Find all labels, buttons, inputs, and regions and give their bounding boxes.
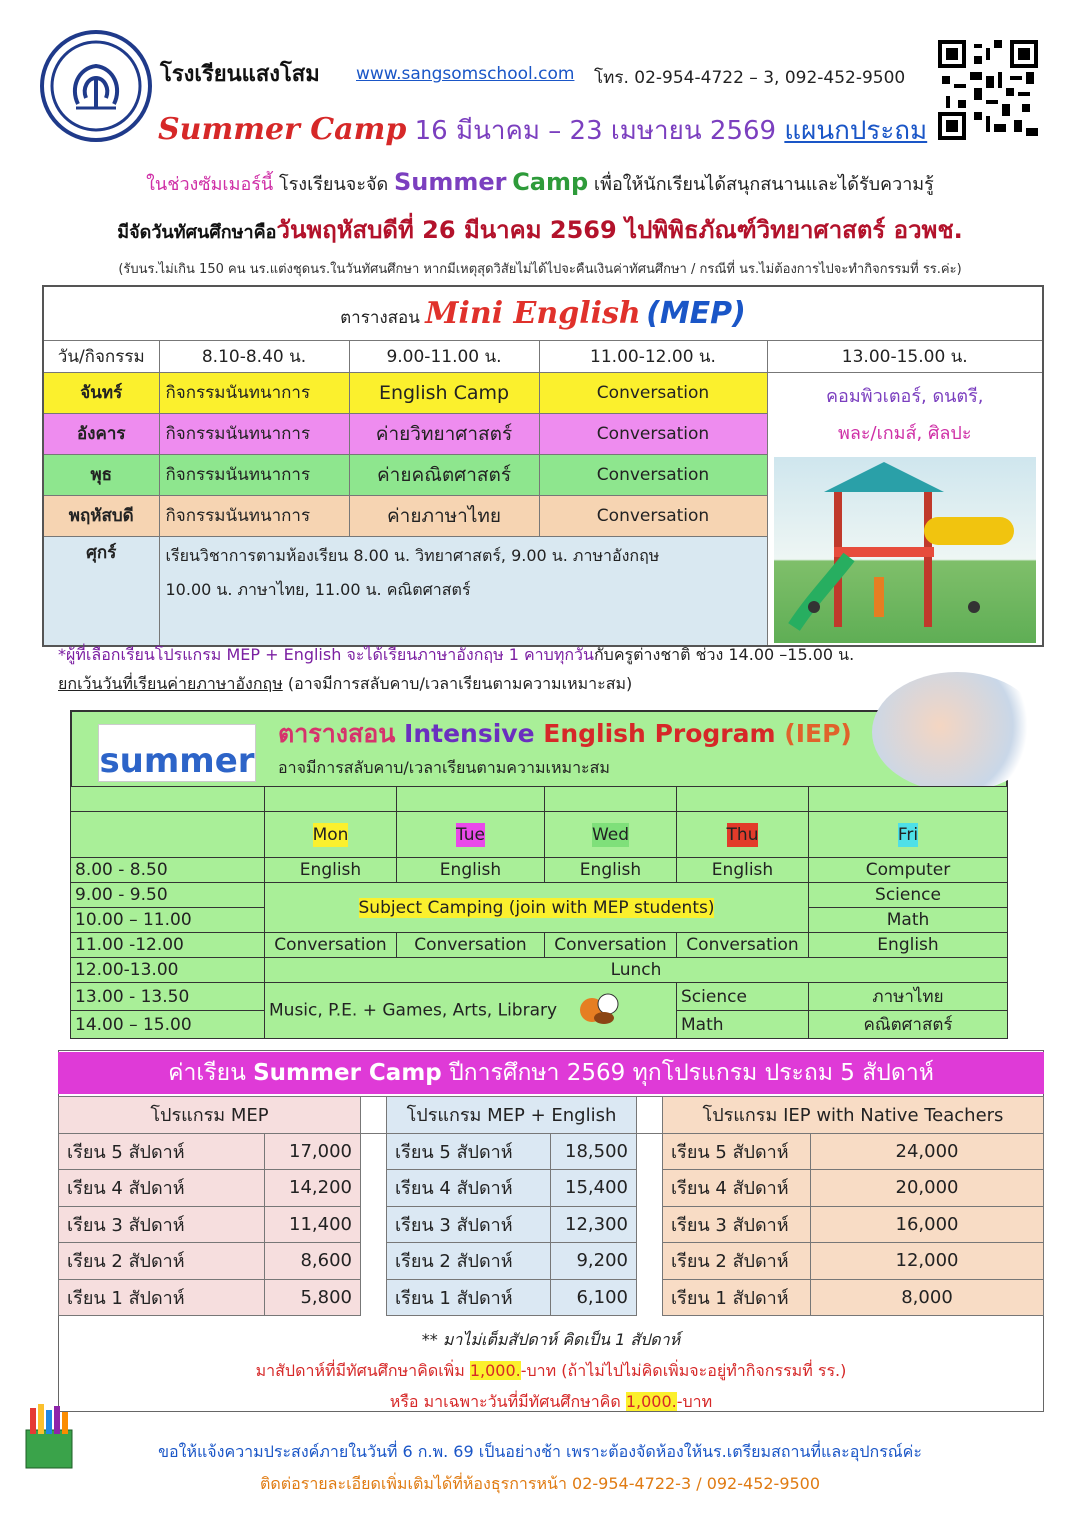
fee-label: เรียน 2 สัปดาห์	[663, 1243, 811, 1280]
fee-program-iep: โปรแกรม IEP with Native Teachers	[663, 1097, 1044, 1134]
sports-balls-icon	[576, 990, 624, 1031]
iep-time: 13.00 - 13.50	[71, 983, 265, 1011]
mep-cell: ค่ายภาษาไทย	[349, 495, 539, 536]
fee-row	[59, 1279, 1044, 1316]
fee-banner-prefix: ค่าเรียน	[168, 1060, 246, 1086]
mep-afternoon-cell	[767, 372, 1043, 646]
fee-note2a: มาสัปดาห์ที่มีทัศนศึกษาคิดเพิ่ม	[255, 1361, 465, 1380]
iep-day-wed: Wed	[591, 824, 630, 845]
intro-line	[0, 168, 1080, 198]
school-name: โรงเรียนแสงโสม	[160, 62, 320, 87]
mep-note-line1b: กับครูต่างชาติ ช่วง 14.00 –15.00 น.	[593, 645, 855, 664]
afternoon-line2: พละ/เกมส์, ศิลปะ	[837, 422, 972, 444]
iep-cell: ภาษาไทย	[809, 983, 1008, 1011]
fee-label: เรียน 1 สัปดาห์	[387, 1279, 551, 1316]
mep-cell: Conversation	[539, 495, 767, 536]
field-trip-note: (รับนร.ไม่เกิน 150 คน นร.แต่งชุดนร.ในวันทัศนศึกษา หากมีเหตุสุดวิสัยไม่ได้ไปจะคืนเงินค่าทัศนศึกษา / กรณีที่ นร.ไม่ต้องการไปจะทำกิจกรรมที่ รร.ค่ะ)	[118, 262, 962, 277]
division-label: แผนกประถม	[784, 116, 928, 146]
iep-day-mon: Mon	[312, 824, 349, 845]
iep-cell: Computer	[809, 858, 1008, 883]
mep-cell: กิจกรรมนันทนาการ	[159, 372, 349, 413]
mep-col-header: วัน/กิจกรรม	[43, 340, 159, 372]
playground-illustration-icon	[774, 457, 1036, 643]
fee-banner	[58, 1052, 1044, 1094]
fee-value: 17,000	[265, 1133, 361, 1170]
iep-subject-camping	[265, 883, 809, 933]
iep-cell: Conversation	[545, 933, 677, 958]
fee-label: เรียน 5 สัปดาห์	[59, 1133, 265, 1170]
phone-numbers: โทร. 02-954-4722 – 3, 092-452-9500	[594, 68, 906, 88]
mep-day: พฤหัสบดี	[43, 495, 159, 536]
summer-camp-wordmark: Summer Camp	[158, 112, 407, 147]
mep-col-header: 13.00-15.00 น.	[767, 340, 1043, 372]
logo-emblem-icon	[48, 38, 144, 134]
fee-banner-suffix: ปีการศึกษา 2569 ทุกโปรแกรม ประถม 5 สัปดาห์	[449, 1060, 934, 1086]
mep-day: ศุกร์	[43, 536, 159, 646]
fee-label: เรียน 1 สัปดาห์	[59, 1279, 265, 1316]
fee-note2b: -บาท (ถ้าไม่ไปไม่คิดเพิ่มจะอยู่ทำกิจกรรมที่ รร.)	[520, 1361, 847, 1380]
friday-line1: เรียนวิชาการตามห้องเรียน 8.00 น. วิทยาศาสตร์, 9.00 น. ภาษาอังกฤษ	[165, 545, 660, 565]
fee-notes	[58, 1324, 1044, 1417]
fee-value: 12,300	[551, 1206, 637, 1243]
mep-friday-cell	[159, 536, 767, 646]
fee-label: เรียน 3 สัปดาห์	[663, 1206, 811, 1243]
iep-activities	[265, 983, 677, 1039]
fee-note1: ** มาไม่เต็มสัปดาห์ คิดเป็น 1 สัปดาห์	[421, 1330, 681, 1349]
friday-line2: 10.00 น. ภาษาไทย, 11.00 น. คณิตศาสตร์	[165, 579, 471, 599]
intro-part1: ในช่วงซัมเมอร์นี้	[146, 174, 274, 195]
teacher-photo	[872, 672, 1042, 792]
iep-title	[278, 714, 852, 754]
mep-cell: ค่ายคณิตศาสตร์	[349, 454, 539, 495]
iep-cell: English	[265, 858, 397, 883]
intro-camp: Camp	[512, 168, 589, 196]
iep-title-prefix: ตารางสอน	[278, 719, 396, 748]
afternoon-line1: คอมพิวเตอร์, ดนตรี,	[825, 385, 984, 407]
camp-title	[158, 110, 927, 151]
iep-cell: คณิตศาสตร์	[809, 1011, 1008, 1039]
fee-note3-amount: 1,000.	[625, 1392, 677, 1411]
iep-music-label: Music, P.E. + Games, Arts, Library	[269, 1000, 558, 1021]
iep-cell: English	[809, 933, 1008, 958]
fee-value: 18,500	[551, 1133, 637, 1170]
mep-heading-prefix: ตารางสอน	[340, 307, 420, 328]
iep-time: 8.00 - 8.50	[71, 858, 265, 883]
iep-time: 10.00 – 11.00	[71, 908, 265, 933]
iep-cell: Math	[677, 1011, 809, 1039]
fee-label: เรียน 4 สัปดาห์	[59, 1170, 265, 1207]
iep-cell: Science	[677, 983, 809, 1011]
iep-lunch: Lunch	[265, 958, 1008, 983]
fee-row	[59, 1206, 1044, 1243]
mep-cell: Conversation	[539, 454, 767, 495]
field-trip-detail: วันพฤหัสบดีที่ 26 มีนาคม 2569 ไปพิพิธภัณฑ์วิทยาศาสตร์ อวพช.	[276, 216, 963, 244]
iep-cell: Conversation	[677, 933, 809, 958]
iep-day-tue: Tue	[455, 824, 486, 845]
mep-day: พุธ	[43, 454, 159, 495]
mep-english-note	[58, 636, 1028, 694]
fee-row	[59, 1243, 1044, 1280]
intro-part2: โรงเรียนจะจัด	[278, 174, 389, 195]
iep-time: 12.00-13.00	[71, 958, 265, 983]
intro-summer: Summer	[393, 168, 507, 196]
subject-camping-label: Subject Camping (join with MEP students)	[358, 897, 715, 918]
iep-title-intensive: Intensive	[404, 719, 535, 748]
fee-note3b: -บาท	[676, 1392, 713, 1411]
fee-label: เรียน 2 สัปดาห์	[59, 1243, 265, 1280]
fee-label: เรียน 1 สัปดาห์	[663, 1279, 811, 1316]
iep-cell: Conversation	[397, 933, 545, 958]
mep-cell: กิจกรรมนันทนาการ	[159, 495, 349, 536]
iep-day-thu: Thu	[726, 824, 759, 845]
camp-dates: 16 มีนาคม – 23 เมษายน 2569	[414, 116, 777, 146]
mep-cell: กิจกรรมนันทนาการ	[159, 454, 349, 495]
fee-value: 12,000	[811, 1243, 1044, 1280]
fee-value: 14,200	[265, 1170, 361, 1207]
iep-cell: English	[545, 858, 677, 883]
summer-badge: summer	[98, 724, 256, 782]
iep-cell: English	[397, 858, 545, 883]
iep-schedule-table	[70, 786, 1008, 1039]
fee-value: 15,400	[551, 1170, 637, 1207]
fee-banner-bold: Summer Camp	[253, 1060, 442, 1086]
mep-cell: กิจกรรมนันทนาการ	[159, 413, 349, 454]
iep-subtitle: อาจมีการสลับคาบ/เวลาเรียนตามความเหมาะสม	[278, 758, 610, 777]
iep-cell: Conversation	[265, 933, 397, 958]
mep-heading	[43, 286, 1043, 340]
fee-note2-amount: 1,000.	[469, 1361, 521, 1380]
iep-title-tag: (IEP)	[784, 719, 852, 748]
mep-col-header: 8.10-8.40 น.	[159, 340, 349, 372]
fee-label: เรียน 5 สัปดาห์	[387, 1133, 551, 1170]
fee-value: 9,200	[551, 1243, 637, 1280]
mep-cell: English Camp	[349, 372, 539, 413]
iep-cell: Math	[809, 908, 1008, 933]
mep-note-line2a: ยกเว้นวันที่เรียนค่ายภาษาอังกฤษ	[58, 674, 283, 693]
footer-deadline: ขอให้แจ้งความประสงค์ภายในวันที่ 6 ก.พ. 69 เป็นอย่างช้า เพราะต้องจัดห้องให้นร.เตรียมสถานที่และอุปกรณ์ค่ะ	[158, 1442, 922, 1461]
iep-cell: Science	[809, 883, 1008, 908]
iep-time: 11.00 -12.00	[71, 933, 265, 958]
fee-value: 5,800	[265, 1279, 361, 1316]
iep-title-english: English	[543, 719, 646, 748]
fee-label: เรียน 4 สัปดาห์	[663, 1170, 811, 1207]
fee-label: เรียน 3 สัปดาห์	[387, 1206, 551, 1243]
school-logo	[40, 30, 152, 142]
fee-label: เรียน 2 สัปดาห์	[387, 1243, 551, 1280]
fee-value: 6,100	[551, 1279, 637, 1316]
fee-row	[59, 1170, 1044, 1207]
fee-program-mep: โปรแกรม MEP	[59, 1097, 361, 1134]
fee-program-mep-english: โปรแกรม MEP + English	[387, 1097, 637, 1134]
mep-schedule-table	[42, 285, 1044, 647]
fee-value: 16,000	[811, 1206, 1044, 1243]
mep-row-monday	[43, 372, 1043, 413]
mep-cell: Conversation	[539, 413, 767, 454]
intro-part3: เพื่อให้นักเรียนได้สนุกสนานและได้รับความรู้	[593, 174, 934, 195]
fee-note2	[58, 1355, 1044, 1386]
mep-heading-tag: (MEP)	[646, 295, 746, 331]
mep-note-line1a: *ผู้ที่เลือกเรียนโปรแกรม MEP + English จะได้เรียนภาษาอังกฤษ 1 คาบทุกวัน	[58, 645, 594, 664]
qr-code-icon[interactable]	[938, 40, 1038, 140]
mep-cell: Conversation	[539, 372, 767, 413]
fee-label: เรียน 4 สัปดาห์	[387, 1170, 551, 1207]
iep-title-program: Program	[654, 719, 776, 748]
iep-cell: English	[677, 858, 809, 883]
mep-col-header: 11.00-12.00 น.	[539, 340, 767, 372]
website-link[interactable]: www.sangsomschool.com	[356, 64, 575, 84]
iep-time: 14.00 – 15.00	[71, 1011, 265, 1039]
mep-cell: ค่ายวิทยาศาสตร์	[349, 413, 539, 454]
mep-day: จันทร์	[43, 372, 159, 413]
fee-label: เรียน 5 สัปดาห์	[663, 1133, 811, 1170]
fee-note3	[58, 1386, 1044, 1417]
mep-day: อังคาร	[43, 413, 159, 454]
fee-label: เรียน 3 สัปดาห์	[59, 1206, 265, 1243]
fee-value: 8,000	[811, 1279, 1044, 1316]
footer-contact: ติดต่อรายละเอียดเพิ่มเติมได้ที่ห้องธุรการหน้า 02-954-4722-3 / 092-452-9500	[259, 1474, 821, 1493]
fee-value: 20,000	[811, 1170, 1044, 1207]
iep-time: 9.00 - 9.50	[71, 883, 265, 908]
fee-value: 8,600	[265, 1243, 361, 1280]
fee-row	[59, 1133, 1044, 1170]
iep-day-fri: Fri	[897, 824, 919, 845]
mep-heading-mini: Mini English	[425, 295, 641, 331]
field-trip-lead: มีจัดวันทัศนศึกษาคือ	[117, 222, 277, 243]
mep-col-header: 9.00-11.00 น.	[349, 340, 539, 372]
fee-value: 11,400	[265, 1206, 361, 1243]
playground-photo	[774, 457, 1036, 643]
fee-table	[58, 1096, 1044, 1316]
field-trip-line	[0, 210, 1080, 249]
fee-note3a: หรือ มาเฉพาะวันที่มีทัศนศึกษาคิด	[389, 1392, 621, 1411]
mep-note-line2b: (อาจมีการสลับคาบ/เวลาเรียนตามความเหมาะสม)	[287, 674, 633, 693]
fee-value: 24,000	[811, 1133, 1044, 1170]
